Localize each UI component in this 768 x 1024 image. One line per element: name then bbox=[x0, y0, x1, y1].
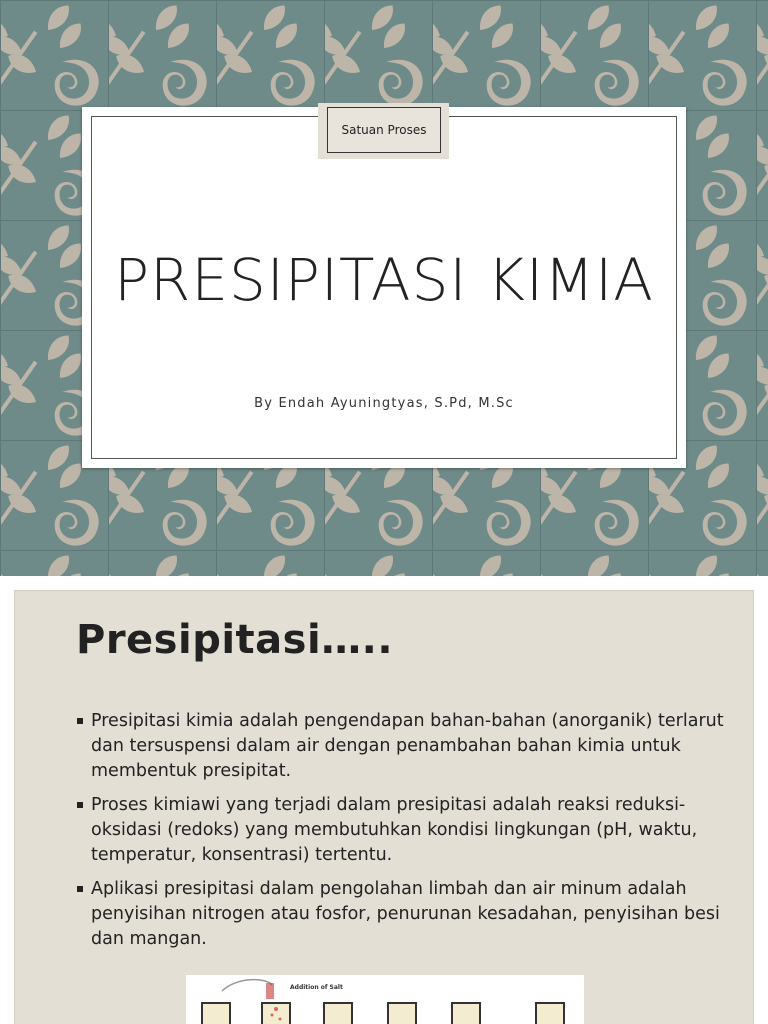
content-slide bbox=[14, 590, 754, 1024]
content-slide-title: Presipitasi….. bbox=[76, 617, 394, 663]
slide-title: PRESIPITASI KIMIA bbox=[114, 246, 654, 314]
section-tag: Satuan Proses bbox=[327, 107, 441, 153]
bullet-list bbox=[77, 709, 737, 961]
bullet-item: Proses kimiawi yang terjadi dalam presipitasi adalah reaksi reduksi-oksidasi (redoks) yang membutuhkan kondisi lingkungan (pH, waktu, temperatur, konsentrasi) tertentu. bbox=[77, 793, 737, 868]
bullet-item: Presipitasi kimia adalah pengendapan bahan-bahan (anorganik) terlarut dan tersuspensi dalam air dengan penambahan bahan kimia untuk membentuk presipitat. bbox=[77, 709, 737, 784]
figure-label: Addition of Salt bbox=[290, 984, 343, 991]
precipitation-figure bbox=[186, 975, 584, 1024]
beakers-illustration bbox=[186, 975, 584, 1024]
bullet-item: Aplikasi presipitasi dalam pengolahan limbah dan air minum adalah penyisihan nitrogen atau fosfor, penurunan kesadahan, penyisihan besi dan mangan. bbox=[77, 877, 737, 952]
author-line: By Endah Ayuningtyas, S.Pd, M.Sc bbox=[254, 396, 514, 411]
